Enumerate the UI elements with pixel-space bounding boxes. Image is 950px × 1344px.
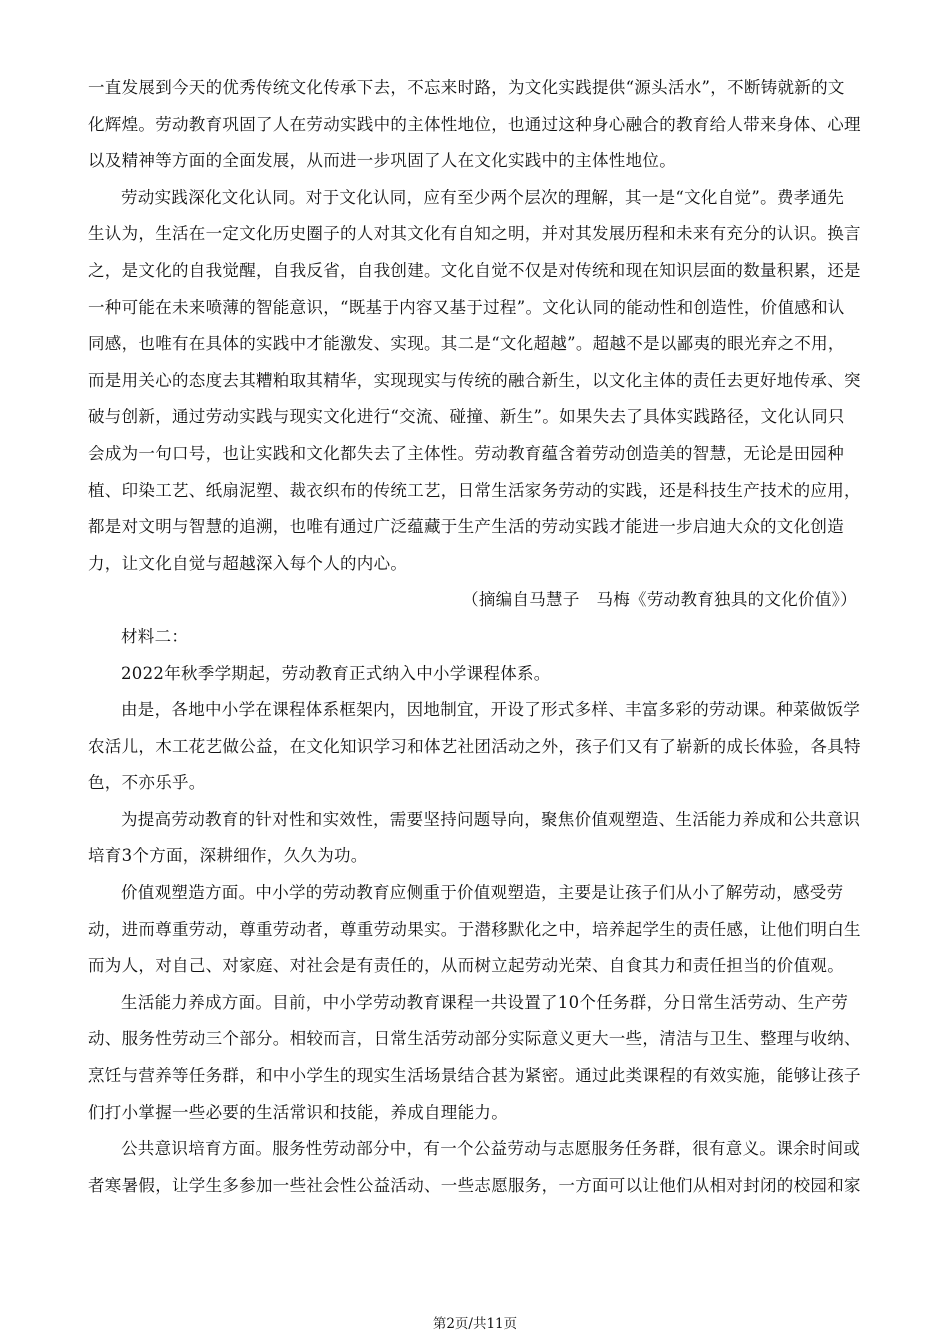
body-line: 破与创新，通过劳动实践与现实文化进行“交流、碰撞、新生”。如果失去了具体实践路径，文化认同只	[88, 407, 845, 427]
body-line: 们打小掌握一些必要的生活常识和技能，养成自理能力。	[88, 1102, 508, 1122]
body-line: 同感，也唯有在具体的实践中才能激发、实现。其二是“文化超越”。超越不是以鄙夷的眼光弃之不用，	[88, 334, 845, 354]
body-line: 都是对文明与智慧的追溯，也唯有通过广泛蕴藏于生产生活的劳动实践才能进一步启迪大众的文化创造	[88, 517, 844, 537]
body-line: 动，进而尊重劳动，尊重劳动者，尊重劳动果实。于潜移默化之中，培养起学生的责任感，让他们明白生	[88, 919, 861, 939]
body-line: 以及精神等方面的全面发展，从而进一步巩固了人在文化实践中的主体性地位。	[88, 151, 676, 171]
paragraph-start: 由是，各地中小学在课程体系框架内，因地制宜，开设了形式多样、丰富多彩的劳动课。种菜做饭学	[121, 700, 861, 720]
body-line: 力，让文化自觉与超越深入每个人的内心。	[88, 553, 408, 573]
document-page	[88, 70, 861, 1290]
body-line: 一种可能在未来喷薄的智能意识，“既基于内容又基于过程”。文化认同的能动性和创造性，价值感和认	[88, 297, 845, 317]
paragraph-start: 公共意识培育方面。服务性劳动部分中，有一个公益劳动与志愿服务任务群，很有意义。课余时间或	[121, 1139, 861, 1159]
body-line: 农活儿，木工花艺做公益，在文化知识学习和体艺社团活动之外，孩子们又有了崭新的成长体验，各具特	[88, 736, 861, 756]
source-citation: （摘编自马慧子 马梅《劳动教育独具的文化价值》）	[462, 590, 857, 610]
body-line: 会成为一句口号，也让实践和文化都失去了主体性。劳动教育蕴含着劳动创造美的智慧，无论是田园种	[88, 443, 844, 463]
body-line: 烹饪与营养等任务群，和中小学生的现实生活场景结合甚为紧密。通过此类课程的有效实施，能够让孩子	[88, 1066, 861, 1086]
page-number-footer: 第2页/共11页	[432, 1316, 518, 1332]
body-line: 色，不亦乐乎。	[88, 773, 206, 793]
body-line: 化辉煌。劳动教育巩固了人在劳动实践中的主体性地位，也通过这种身心融合的教育给人带来身体、心理	[88, 114, 861, 134]
body-line: 者寒暑假，让学生多参加一些社会性公益活动、一些志愿服务，一方面可以让他们从相对封闭的校园和家	[88, 1175, 861, 1195]
paragraph-start: 劳动实践深化文化认同。对于文化认同，应有至少两个层次的理解，其一是“文化自觉”。费孝通先	[121, 187, 845, 207]
body-line: 动、服务性劳动三个部分。相较而言，日常生活劳动部分实际意义更大一些，清洁与卫生、整理与收纳、	[88, 1029, 861, 1049]
body-line: 一直发展到今天的优秀传统文化传承下去，不忘来时路，为文化实践提供“源头活水”，不断铸就新的文	[88, 78, 845, 97]
paragraph-start: 价值观塑造方面。中小学的劳动教育应侧重于价值观塑造，主要是让孩子们从小了解劳动，感受劳	[121, 883, 844, 903]
body-line: 之，是文化的自我觉醒，自我反省，自我创建。文化自觉不仅是对传统和现在知识层面的数量积累，还是	[88, 260, 861, 280]
body-line: 培育3个方面，深耕细作，久久为功。	[88, 846, 368, 866]
paragraph-start: 为提高劳动教育的针对性和实效性，需要坚持问题导向，聚焦价值观塑造、生活能力养成和公共意识	[121, 809, 861, 829]
paragraph-start: 生活能力养成方面。目前，中小学劳动教育课程一共设置了10个任务群，分日常生活劳动、生产劳	[121, 992, 849, 1012]
section-heading: 材料二：	[121, 626, 189, 646]
body-line: 而是用关心的态度去其糟粕取其精华，实现现实与传统的融合新生，以文化主体的责任去更好地传承、突	[88, 370, 861, 390]
body-line: 而为人，对自己、对家庭、对社会是有责任的，从而树立起劳动光荣、自食其力和责任担当的价值观。	[88, 956, 844, 976]
body-line: 生认为，生活在一定文化历史圈子的人对其文化有自知之明，并对其发展历程和未来有充分的认识。换言	[88, 224, 861, 244]
paragraph-start: 2022年秋季学期起，劳动教育正式纳入中小学课程体系。	[121, 663, 551, 683]
body-line: 植、印染工艺、纸扇泥塑、裁衣织布的传统工艺，日常生活家务劳动的实践，还是科技生产技术的应用，	[88, 480, 861, 500]
